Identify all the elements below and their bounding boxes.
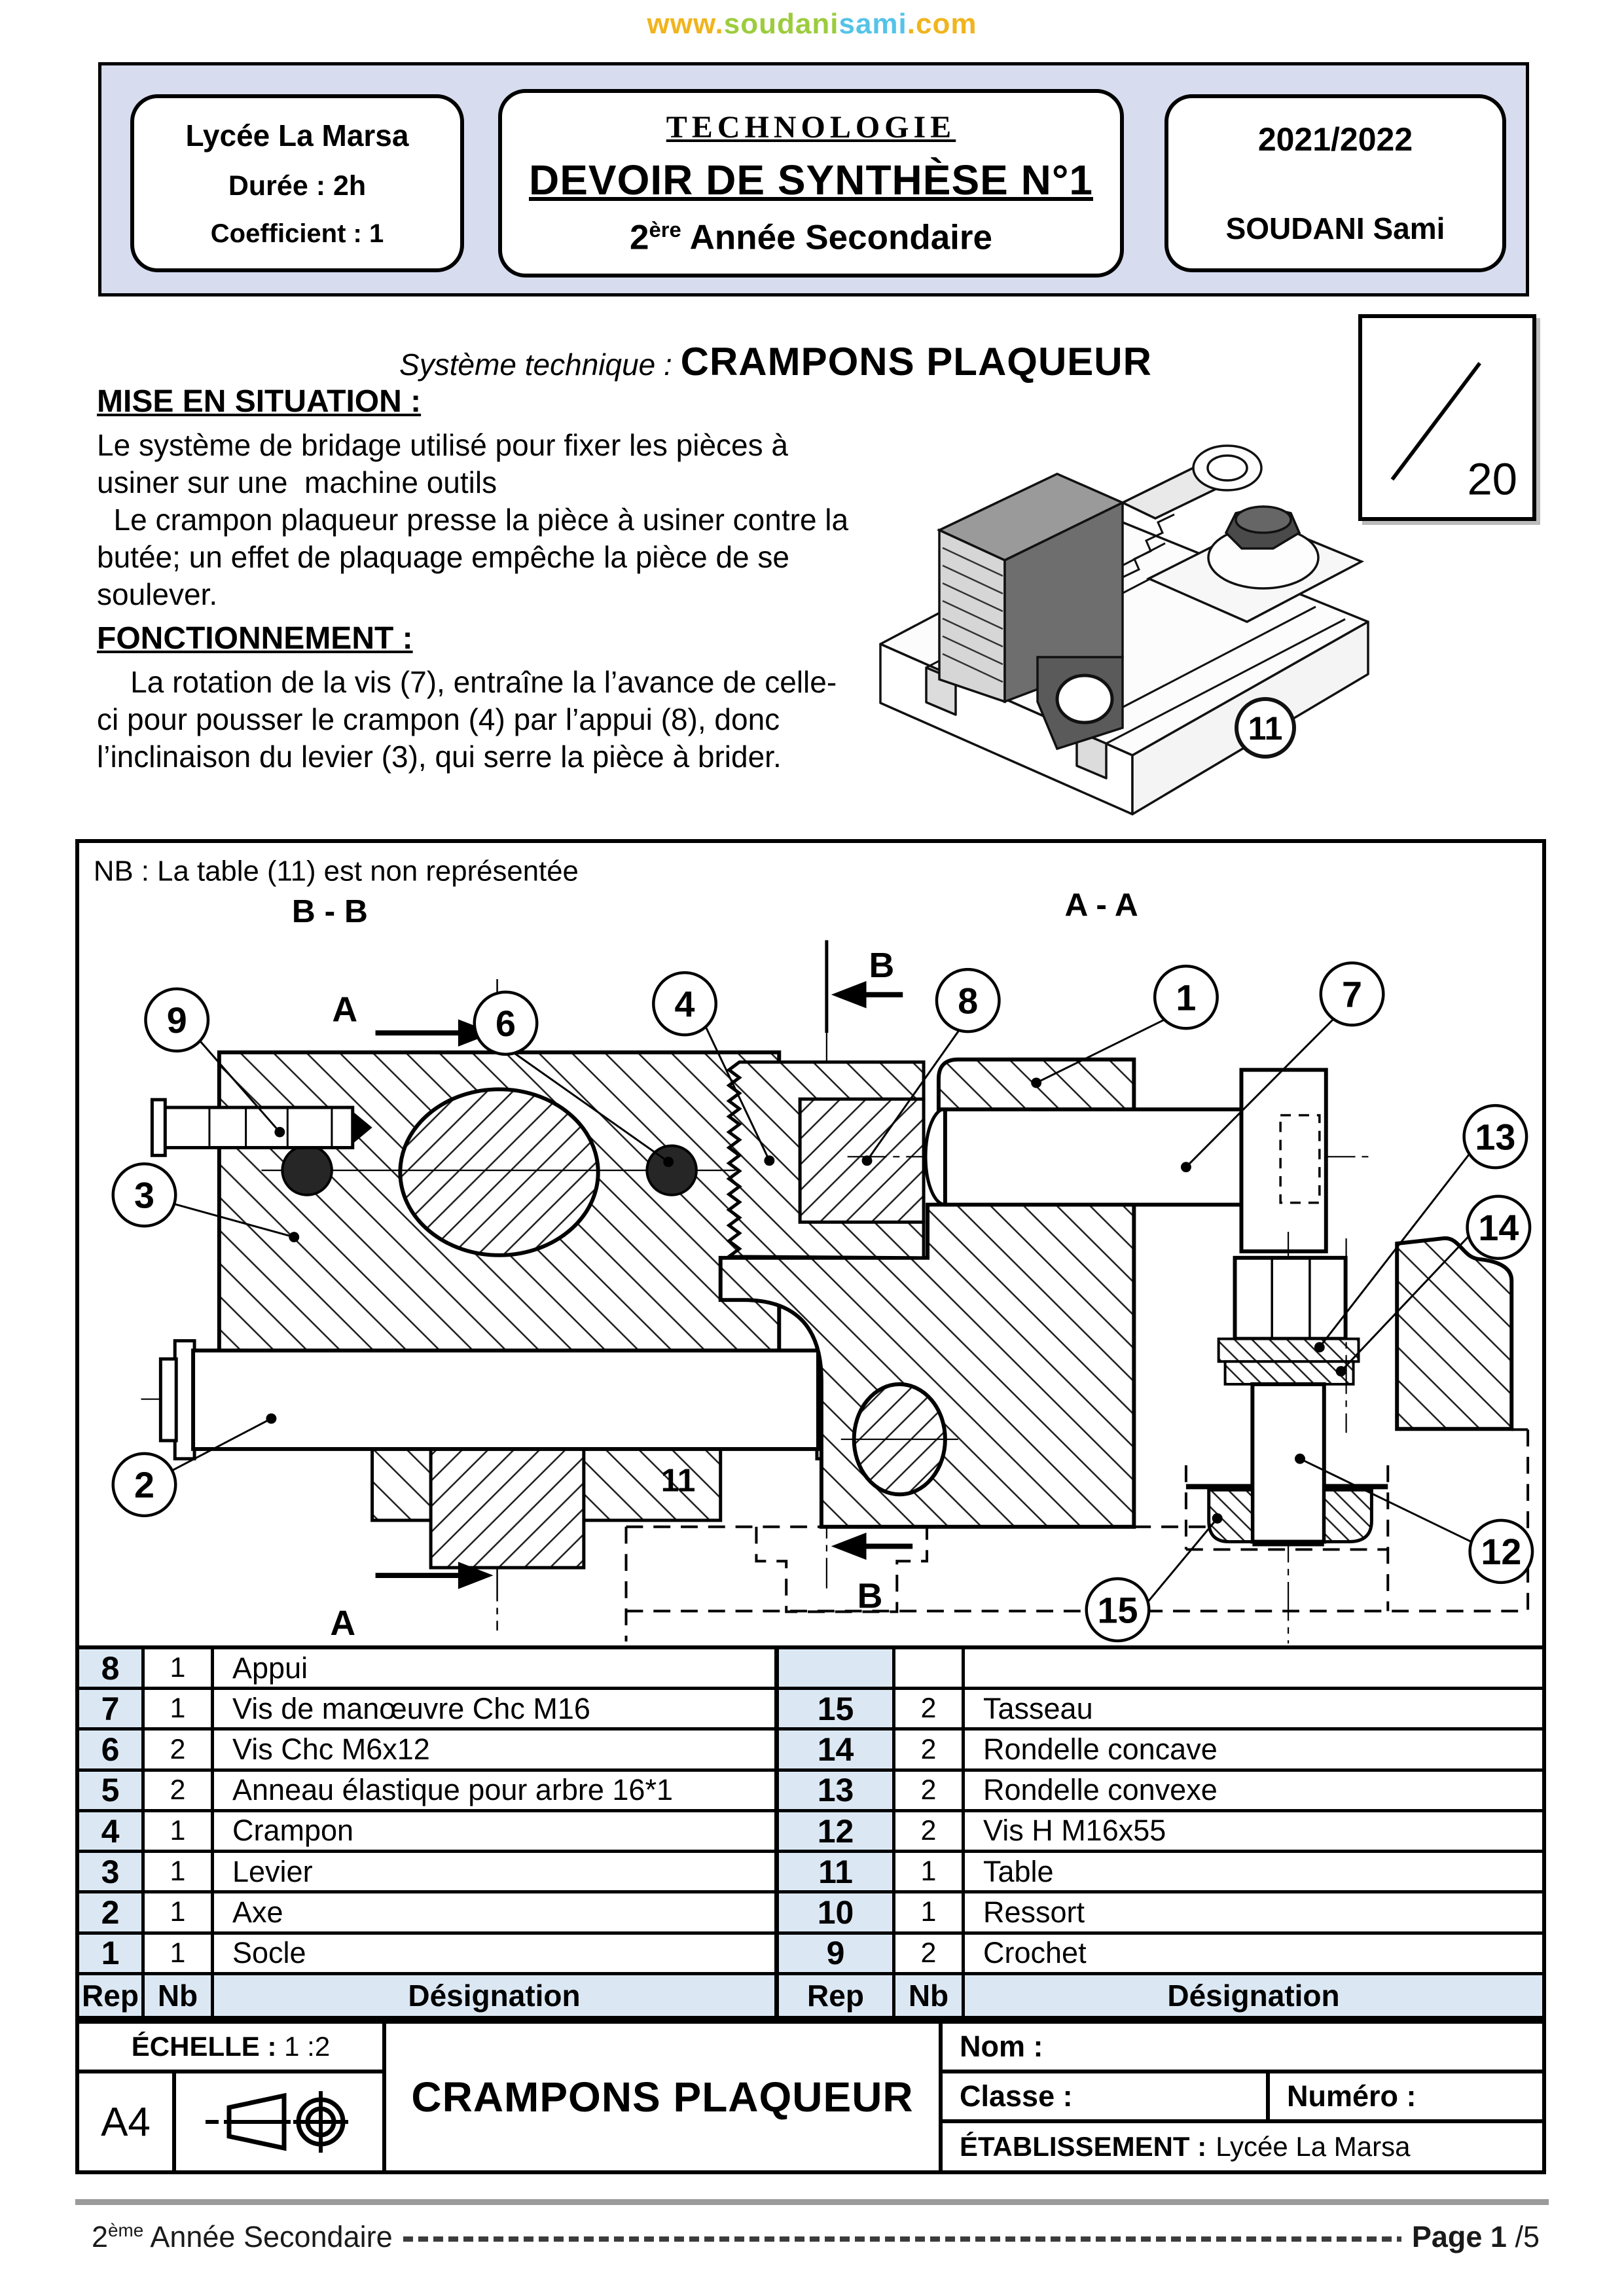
number-field: Numéro : <box>1287 2079 1416 2113</box>
titleblock-left <box>79 2024 386 2170</box>
bom-right-designation-2: Rondelle concave <box>965 1731 1542 1771</box>
exam-title: DEVOIR DE SYNTHÈSE N°1 <box>529 156 1093 204</box>
bom-right-nb-3: 2 <box>895 1772 965 1812</box>
bom-right-designation-0 <box>965 1649 1542 1690</box>
school-name: Lycée La Marsa <box>185 118 409 152</box>
bom-left-nb-7: 1 <box>145 1935 214 1975</box>
mise-line: Le système de bridage utilisé pour fixer les pièces à <box>97 428 789 462</box>
bom-right-designation-1: Tasseau <box>965 1690 1542 1731</box>
footer-rule <box>75 2199 1549 2205</box>
section-arrow-a-bottom: A <box>330 1604 356 1643</box>
logo-www: www. <box>647 8 724 40</box>
titleblock-title: CRAMPONS PLAQUEUR <box>386 2024 943 2170</box>
bom-left-rep-1: 7 <box>79 1690 145 1731</box>
bom-left-nb-3: 2 <box>145 1772 214 1812</box>
bom-right-header-nb: Nb <box>895 1975 965 2016</box>
bom-left-rep-3: 5 <box>79 1772 145 1812</box>
bom-right-designation-3: Rondelle convexe <box>965 1772 1542 1812</box>
bom-right-table <box>779 1649 1542 2016</box>
bom-left-nb-4: 1 <box>145 1812 214 1853</box>
bom-left-header-nb: Nb <box>145 1975 214 2016</box>
bom-left-rep-6: 2 <box>79 1893 145 1934</box>
svg-text:7: 7 <box>1342 974 1363 1015</box>
bom-left-rep-7: 1 <box>79 1935 145 1975</box>
bom-right-rep-3: 13 <box>779 1772 895 1812</box>
bom-right-designation-4: Vis H M16x55 <box>965 1812 1542 1853</box>
system-name: CRAMPONS PLAQUEUR <box>680 340 1152 384</box>
bom-left-designation-5: Levier <box>214 1853 774 1893</box>
header-school-box <box>130 94 464 272</box>
bom-left-rep-0: 8 <box>79 1649 145 1690</box>
exam-duration: Durée : 2h <box>228 170 367 202</box>
bom-left-nb-6: 1 <box>145 1893 214 1934</box>
mise-line: soulever. <box>97 577 218 611</box>
bom-left-designation-6: Axe <box>214 1893 774 1934</box>
bom-left-header-rep: Rep <box>79 1975 145 2016</box>
bom-left-designation-3: Anneau élastique pour arbre 16*1 <box>214 1772 774 1812</box>
bom-right-nb-1: 2 <box>895 1690 965 1731</box>
bom-right-nb-0 <box>895 1649 965 1690</box>
balloon-11-pictorial <box>1236 699 1294 757</box>
svg-text:14: 14 <box>1478 1208 1519 1249</box>
section-label-bb: B - B <box>291 892 368 929</box>
bom-right-designation-5: Table <box>965 1853 1542 1893</box>
svg-text:8: 8 <box>958 980 979 1022</box>
section-arrow-b-top: B <box>869 946 895 985</box>
projection-symbol <box>176 2073 382 2170</box>
scale-cell: ÉCHELLE : 1 :2 <box>79 2024 382 2073</box>
school-year: 2021/2022 <box>1257 121 1413 158</box>
bom-right-rep-2: 14 <box>779 1731 895 1771</box>
bom-left-rep-2: 6 <box>79 1731 145 1771</box>
site-logo <box>0 8 1624 41</box>
mise-title: MISE EN SITUATION : <box>97 384 422 419</box>
bom-right-nb-2: 2 <box>895 1731 965 1771</box>
subject-title: TECHNOLOGIE <box>666 109 956 145</box>
fonctionnement-line: l’inclinaison du levier (3), qui serre la pièce à brider. <box>97 740 782 774</box>
header-title-box <box>498 89 1124 278</box>
svg-text:15: 15 <box>1097 1590 1138 1631</box>
bom-left-rep-4: 4 <box>79 1812 145 1853</box>
bom-left-nb-5: 1 <box>145 1853 214 1893</box>
svg-text:11: 11 <box>1248 710 1283 747</box>
grade-total: 20 <box>1467 454 1518 505</box>
svg-text:4: 4 <box>674 984 695 1025</box>
svg-text:6: 6 <box>496 1003 516 1045</box>
mise-paragraph <box>97 427 915 613</box>
bom-right-rep-4: 12 <box>779 1812 895 1853</box>
nb-note: NB : La table (11) est non représentée <box>93 855 579 888</box>
bom-left-nb-0: 1 <box>145 1649 214 1690</box>
bom-right-rep-7: 9 <box>779 1935 895 1975</box>
teacher-name: SOUDANI Sami <box>1225 211 1445 245</box>
fonctionnement-paragraph <box>97 664 915 776</box>
section-arrow-a-top: A <box>332 990 358 1030</box>
exam-coefficient: Coefficient : 1 <box>210 219 384 248</box>
fonctionnement-line: ci pour pousser le crampon (4) par l’appui (8), donc <box>97 702 780 736</box>
bom-right-designation-7: Crochet <box>965 1935 1542 1975</box>
fonctionnement-line: La rotation de la vis (7), entraîne la l’avance de celle- <box>97 665 837 699</box>
bom-right-rep-5: 11 <box>779 1853 895 1893</box>
mise-line: usiner sur une machine outils <box>97 465 497 499</box>
name-field: Nom : <box>943 2024 1542 2073</box>
bom-right-nb-7: 2 <box>895 1935 965 1975</box>
bom-right-rep-1: 15 <box>779 1690 895 1731</box>
drawing-svg <box>79 843 1542 1645</box>
bom-left-nb-2: 2 <box>145 1731 214 1771</box>
svg-text:12: 12 <box>1481 1532 1522 1573</box>
assembly-3d-view <box>841 361 1394 823</box>
bom-right-designation-6: Ressort <box>965 1893 1542 1934</box>
bom-left-designation-7: Socle <box>214 1935 774 1975</box>
header-year-box <box>1164 94 1506 272</box>
svg-text:2: 2 <box>134 1465 154 1506</box>
section-label-aa: A - A <box>1064 886 1138 923</box>
mise-line: Le crampon plaqueur presse la pièce à usiner contre la <box>97 503 849 537</box>
bom-left-designation-0: Appui <box>214 1649 774 1690</box>
title-block <box>75 2020 1546 2174</box>
bom-left-rep-5: 3 <box>79 1853 145 1893</box>
logo-com: .com <box>907 8 977 40</box>
technical-drawing <box>75 839 1546 1649</box>
svg-text:3: 3 <box>134 1175 154 1216</box>
class-level: 2ère Année Secondaire <box>629 217 993 257</box>
bom-left-nb-1: 1 <box>145 1690 214 1731</box>
table-ref-label: 11 <box>660 1462 696 1499</box>
logo-sami: sami <box>839 8 907 40</box>
svg-text:9: 9 <box>166 1000 187 1041</box>
bom-right-header-rep: Rep <box>779 1975 895 2016</box>
fonctionnement-title: FONCTIONNEMENT : <box>97 621 413 656</box>
page-footer <box>92 2220 1540 2254</box>
mise-line: butée; un effet de plaquage empêche la pièce de se <box>97 540 789 574</box>
system-label: Système technique : <box>399 348 681 382</box>
section-arrow-b-bottom: B <box>857 1576 883 1616</box>
format-cell: A4 <box>79 2073 176 2170</box>
exam-header <box>98 62 1529 296</box>
bom-right-nb-4: 2 <box>895 1812 965 1853</box>
bom-left-designation-2: Vis Chc M6x12 <box>214 1731 774 1771</box>
bom-left-header-designation: Désignation <box>214 1975 774 2016</box>
bom-right-nb-5: 1 <box>895 1853 965 1893</box>
bom-left-designation-1: Vis de manœuvre Chc M16 <box>214 1690 774 1731</box>
logo-soudani: soudani <box>723 8 839 40</box>
footer-level: 2ème Année Secondaire <box>92 2220 393 2253</box>
page-number: Page 1 /5 <box>1411 2220 1540 2253</box>
titleblock-right <box>943 2024 1542 2170</box>
section-view-aa <box>626 886 1528 1643</box>
assembly-3d-svg <box>841 361 1394 823</box>
bom-right-header-designation: Désignation <box>965 1975 1542 2016</box>
bom-left-table <box>79 1649 779 2016</box>
establishment-field: ÉTABLISSEMENT : Lycée La Marsa <box>960 2131 1411 2162</box>
svg-text:1: 1 <box>1176 977 1197 1018</box>
bom-right-rep-6: 10 <box>779 1893 895 1934</box>
bom-left-designation-4: Crampon <box>214 1812 774 1853</box>
class-field: Classe : <box>943 2073 1270 2119</box>
bill-of-materials <box>75 1649 1546 2020</box>
first-angle-symbol <box>204 2086 355 2158</box>
balloon-15 <box>1087 1513 1223 1641</box>
bom-right-nb-6: 1 <box>895 1893 965 1934</box>
bom-right-rep-0 <box>779 1649 895 1690</box>
svg-text:13: 13 <box>1475 1117 1516 1158</box>
footer-dash-leader <box>403 2236 1401 2242</box>
